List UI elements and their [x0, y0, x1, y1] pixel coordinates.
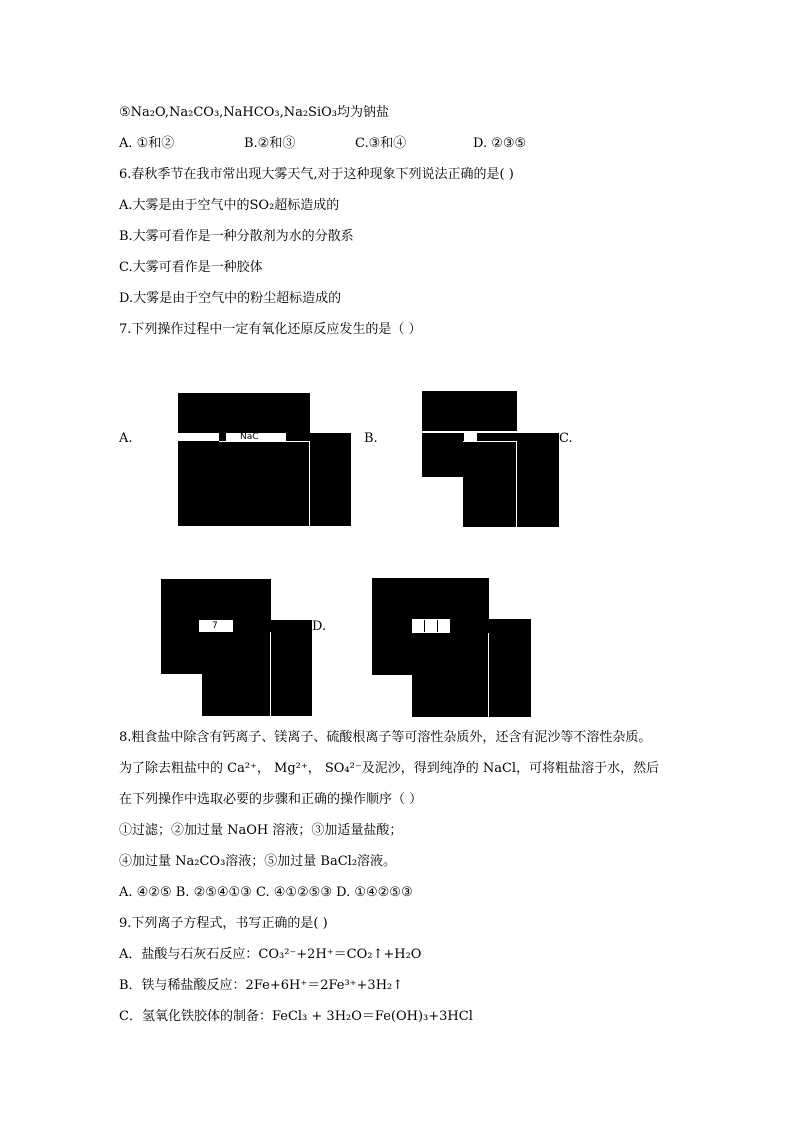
q9-option-c: C．氢氧化铁胶体的制备：FeCl₃ + 3H₂O＝Fe(OH)₃+3HCl	[119, 1009, 473, 1024]
question-8-step-list-2: ④加过量 Na₂CO₃溶液；⑤加过量 BaCl₂溶液。	[119, 854, 397, 869]
q5-option-c: C.③和④	[355, 136, 407, 151]
q5-option-a: A. ①和②	[119, 136, 175, 151]
q7-label-b: B.	[364, 431, 378, 446]
question-9: 9.下列离子方程式，书写正确的是( )	[119, 916, 328, 931]
question-8-line-1: 8.粗食盐中除含有钙离子、镁离子、硫酸根离子等可溶性杂质外，还含有泥沙等不溶性杂质。	[119, 730, 652, 745]
q9-option-b: B．铁与稀盐酸反应：2Fe+6H⁺＝2Fe³⁺+3H₂↑	[119, 978, 404, 993]
q5-option-d: D. ②③⑤	[473, 136, 527, 151]
question-8-line-2: 为了除去粗盐中的 Ca²⁺， Mg²⁺， SO₄²⁻及泥沙，得到纯净的 NaCl，可将粗盐溶于水，然后	[119, 761, 660, 776]
q6-option-a: A.大雾是由于空气中的SO₂超标造成的	[119, 198, 340, 213]
figure-c-label: 7	[212, 621, 218, 631]
q9-option-a: A．盐酸与石灰石反应：CO₃²⁻+2H⁺＝CO₂↑+H₂O	[119, 947, 422, 962]
question-6: 6.春秋季节在我市常出现大雾天气,对于这种现象下列说法正确的是( )	[119, 167, 514, 182]
question-8-line-3: 在下列操作中选取必要的步骤和正确的操作顺序（ ）	[119, 792, 423, 807]
statement-5: ⑤Na₂O,Na₂CO₃,NaHCO₃,Na₂SiO₃均为钠盐	[119, 105, 389, 120]
question-7: 7.下列操作过程中一定有氧化还原反应发生的是（ ）	[119, 322, 422, 337]
q5-option-b: B.②和③	[244, 136, 296, 151]
q7-label-c: C.	[559, 431, 573, 446]
q6-option-b: B.大雾可看作是一种分散剂为水的分散系	[119, 229, 354, 244]
q6-option-d: D.大雾是由于空气中的粉尘超标造成的	[119, 291, 342, 306]
q7-label-a: A.	[119, 431, 133, 446]
figure-a-label: NaC	[240, 432, 259, 442]
question-8-step-list-1: ①过滤；②加过量 NaOH 溶液；③加适量盐酸；	[119, 823, 403, 838]
q6-option-c: C.大雾可看作是一种胶体	[119, 260, 263, 275]
q8-options: A. ④②⑤ B. ②⑤④①③ C. ④①②⑤③ D. ①④②⑤③	[119, 885, 413, 900]
q7-label-d: D.	[312, 619, 327, 634]
